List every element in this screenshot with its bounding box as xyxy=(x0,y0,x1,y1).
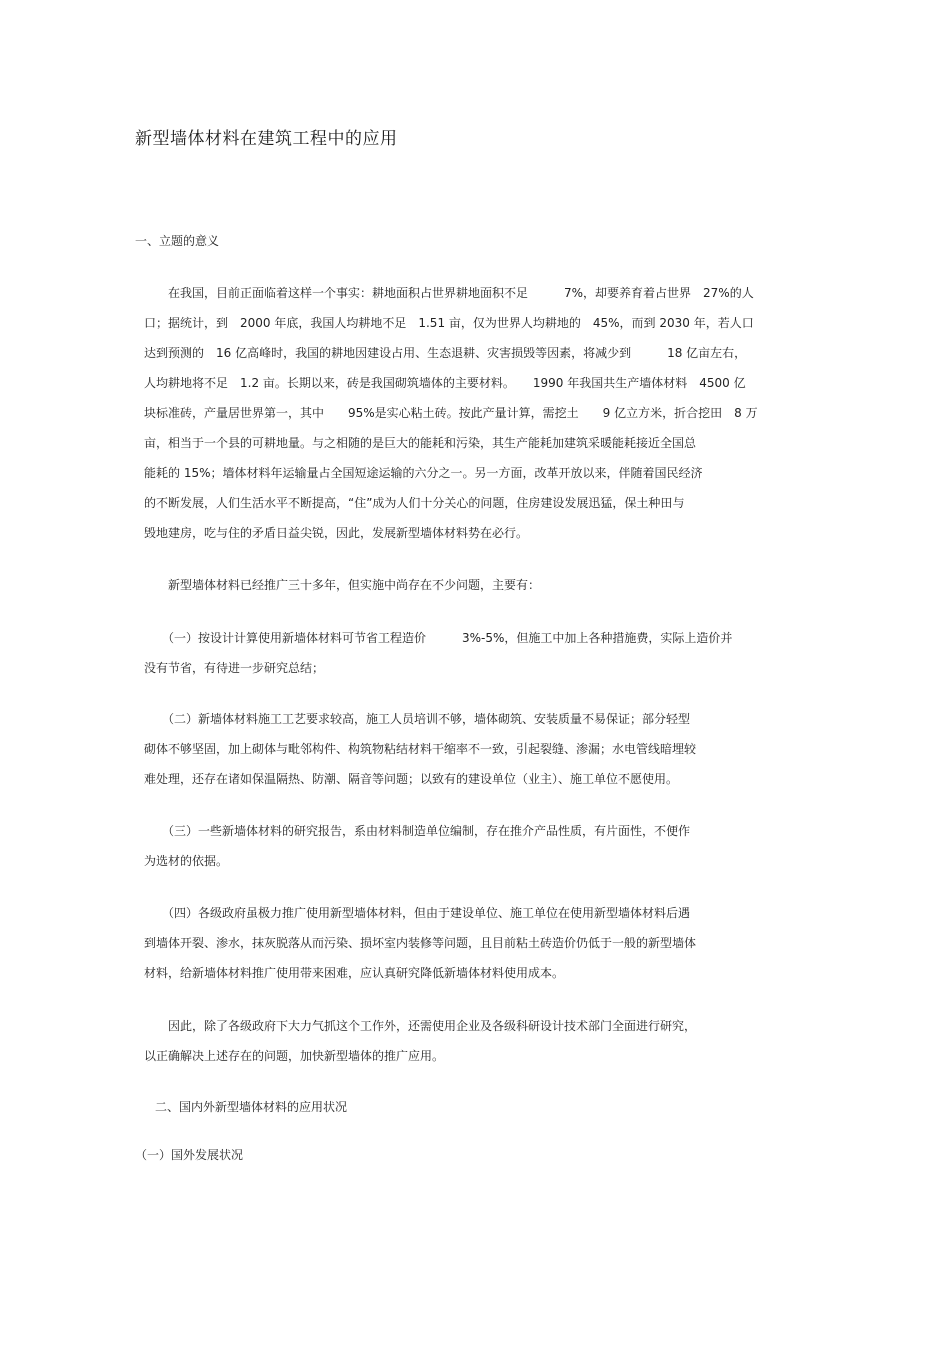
text-line: 能耗的 15%；墙体材料年运输量占全国短途运输的六分之一。另一方面，改革开放以来，伴随着国民经济 xyxy=(144,466,703,480)
text-line: 为选材的依据。 xyxy=(144,854,229,868)
text-line: 亩，相当于一个县的可耕地量。与之相随的是巨大的能耗和污染，其生产能耗加建筑采暖能耗接近全国总 xyxy=(144,436,697,450)
text-line: 在我国，目前正面临着这样一个事实：耕地面积占世界耕地面积不足 7%，却要养育着占世界 27%的人 xyxy=(144,286,754,300)
text-line: 难处理，还存在诸如保温隔热、防潮、隔音等问题；以致有的建设单位（业主）、施工单位不愿使用。 xyxy=(144,772,679,786)
text-line: 的不断发展，人们生活水平不断提高，“住”成为人们十分关心的问题，住房建设发展迅猛，保土种田与 xyxy=(144,496,685,510)
subsection-heading: （一）国外发展状况 xyxy=(135,1148,244,1162)
text-line: 口；据统计，到 2000 年底，我国人均耕地不足 1.51 亩，仅为世界人均耕地的 45%，而到 2030 年，若人口 xyxy=(144,316,754,330)
paragraph-problem-3 xyxy=(144,816,824,876)
text-line: 达到预测的 16 亿高峰时，我国的耕地因建设占用、生态退耕、灾害损毁等因素，将减少到 18 亿亩左右， xyxy=(144,346,747,360)
text-line: 到墙体开裂、渗水，抹灰脱落从而污染、损坏室内装修等问题，且目前粘土砖造价仍低于一般的新型墙体 xyxy=(144,936,697,950)
text-line: （二）新墙体材料施工工艺要求较高，施工人员培训不够，墙体砌筑、安装质量不易保证；部分轻型 xyxy=(144,712,691,726)
text-line: 没有节省，有待进一步研究总结； xyxy=(144,661,325,675)
text-line: 人均耕地将不足 1.2 亩。长期以来，砖是我国砌筑墙体的主要材料。 1990 年我国共生产墙体材料 4500 亿 xyxy=(144,376,746,390)
paragraph-problem-1 xyxy=(144,623,824,683)
paragraph-problem-2 xyxy=(144,704,824,794)
paragraph-problem-4 xyxy=(144,898,824,988)
text-line: 毁地建房，吃与住的矛盾日益尖锐，因此，发展新型墙体材料势在必行。 xyxy=(144,526,529,540)
text-line: （一）按设计计算使用新墙体材料可节省工程造价 3%-5%，但施工中加上各种措施费，实际上造价并 xyxy=(144,631,733,645)
paragraph-problems-intro xyxy=(144,570,824,600)
text-line: 新型墙体材料已经推广三十多年，但实施中尚存在不少问题，主要有： xyxy=(144,578,541,592)
text-line: 块标准砖，产量居世界第一，其中 95%是实心粘土砖。按此产量计算，需挖土 9 亿立方米，折合挖田 8 万 xyxy=(144,406,758,420)
paragraph-conclusion xyxy=(144,1011,824,1071)
text-line: 以正确解决上述存在的问题，加快新型墙体的推广应用。 xyxy=(144,1049,445,1063)
section-heading-1: 一、立题的意义 xyxy=(135,234,220,248)
document-title: 新型墙体材料在建筑工程中的应用 xyxy=(135,129,398,149)
text-line: （三）一些新墙体材料的研究报告，系由材料制造单位编制，存在推介产品性质，有片面性，不便作 xyxy=(144,824,691,838)
paragraph-intro xyxy=(144,278,824,548)
text-line: 因此，除了各级政府下大力气抓这个工作外，还需使用企业及各级科研设计技术部门全面进行研究， xyxy=(144,1019,697,1033)
section-heading-2: 二、国内外新型墙体材料的应用状况 xyxy=(155,1100,348,1114)
text-line: 砌体不够坚固，加上砌体与毗邻构件、构筑物粘结材料干缩率不一致，引起裂缝、渗漏；水电管线暗埋较 xyxy=(144,742,697,756)
text-line: （四）各级政府虽极力推广使用新型墙体材料，但由于建设单位、施工单位在使用新型墙体材料后遇 xyxy=(144,906,691,920)
text-line: 材料，给新墙体材料推广使用带来困难，应认真研究降低新墙体材料使用成本。 xyxy=(144,966,565,980)
